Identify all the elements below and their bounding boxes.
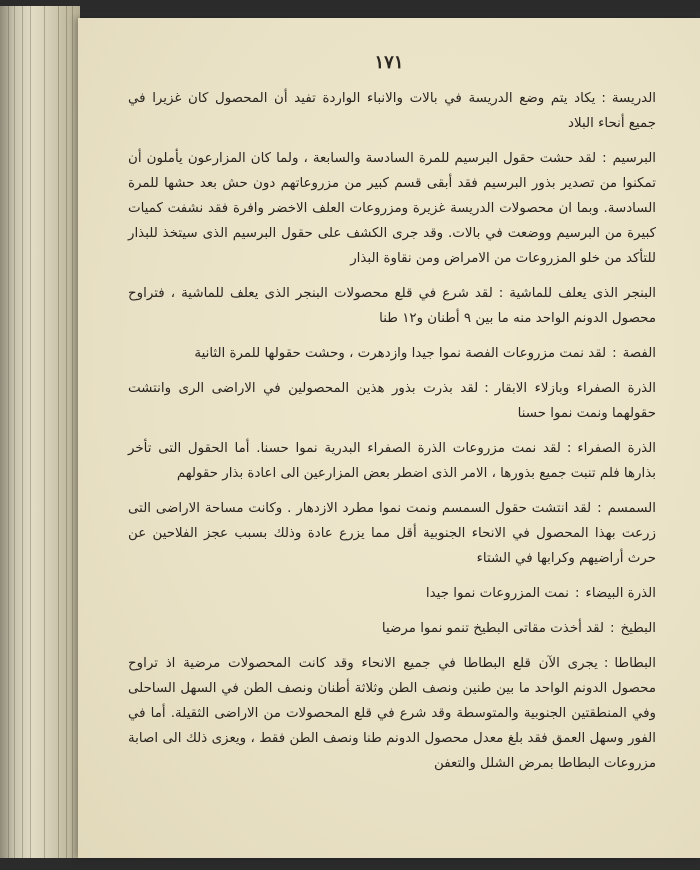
paragraph-alfalfa: الفصة:لقد نمت مزروعات الفصة نموا جيدا وازدهرت ، وحشت حقولها للمرة الثانية — [194, 346, 656, 361]
paragraph-fodder-beet: البنجر الذى يعلف للماشية:لقد شرع في قلع محصولات البنجر الذى يعلف للماشية ، فتراوح محصول الدونم الواحد منه ما بين ٩ أطنان و١٢ طنا — [128, 286, 656, 326]
entry-term: الدريسة — [611, 91, 656, 106]
entry-text: لقد حشت حقول البرسيم للمرة السادسة والسابعة ، ولما كان المزارعون يأملون أن تمكنوا من تصدير بذور البرسيم فقد أبقى قسم كبير من مزروعاتهم دون حش بعد حشها للمرة السادسة. وبما ان محصولات الدريسة غزيرة ومزروعات العلف الاخضر وافرة فقد نشفت كميات كبيرة من البرسيم ووضعت في بالات. وقد جرى الكشف على حقول البرسيم الذى سيتخذ للبذار للتأكد من خلو المزروعات من الامراض ومن نقاوة البذار — [128, 151, 656, 266]
book-page-edges — [0, 6, 80, 866]
entry-term: السمسم — [607, 501, 656, 516]
paragraph-watermelon: البطيخ:لقد أخذت مقاتى البطيخ تنمو نموا مرضيا — [381, 621, 656, 636]
entry-term: الذرة الصفراء وبازلاء الابقار — [494, 381, 656, 396]
entry-term: البرسيم — [612, 151, 656, 166]
entry-text: يكاد يتم وضع الدريسة في بالات والانباء الواردة تفيد أن المحصول كان غزيرا في جميع أنحاء البلاد — [128, 91, 656, 131]
scan-background-bottom — [0, 858, 700, 870]
entry-term: الذرة الصفراء — [577, 441, 656, 456]
entry-term: البنجر الذى يعلف للماشية — [509, 286, 656, 301]
entry-text: لقد نمت مزروعات الفصة نموا جيدا وازدهرت ، وحشت حقولها للمرة الثانية — [194, 346, 607, 361]
entry-term: الذرة البيضاء — [585, 586, 656, 601]
entry-text: لقد شرع في قلع محصولات البنجر الذى يعلف للماشية ، فتراوح محصول الدونم الواحد منه ما بين ٩ أطنان و١٢ طنا — [128, 286, 656, 326]
entry-text: يجرى الآن قلع البطاطا في جميع الانحاء وقد كانت المحصولات مرضية اذ تراوح محصول الدونم الواحد ما بين طنين ونصف الطن وثلاثة أطنان ونصف الطن في السهل الساحلى وفي المنطقتين الجنوبية والمتوسطة وقد شرع في قلع المحصولات من الاراضى الثقيلة. أما في الفور وسهل العمق فقد بلغ معدل محصول الدونم طنا ونصف الطن فقط ، ويعزى ذلك الى اصابة مزروعات البطاطا بمرض الشلل والتعفن — [128, 656, 656, 771]
entry-term: الفصة — [622, 346, 656, 361]
entry-term: البطيخ — [620, 621, 656, 636]
paragraph-hay: الدريسة:يكاد يتم وضع الدريسة في بالات والانباء الواردة تفيد أن المحصول كان غزيرا في جميع أنحاء البلاد — [128, 91, 656, 131]
paragraph-clover: البرسيم:لقد حشت حقول البرسيم للمرة السادسة والسابعة ، ولما كان المزارعون يأملون أن تمكنوا من تصدير بذور البرسيم فقد أبقى قسم كبير من مزروعاتهم دون حش بعد حشها للمرة السادسة. وبما ان محصولات الدريسة غزيرة ومزروعات العلف الاخضر وافرة فقد نشفت كميات كبيرة من البرسيم ووضعت في بالات. وقد جرى الكشف على حقول البرسيم الذى سيتخذ للبذار للتأكد من خلو المزروعات من الامراض ومن نقاوة البذار — [128, 151, 656, 266]
entry-text: لقد أخذت مقاتى البطيخ تنمو نموا مرضيا — [381, 621, 604, 636]
entry-text: لقد بذرت بذور هذين المحصولين في الاراضى الرى وانتشت حقولهما ونمت نموا حسنا — [128, 381, 656, 421]
entry-term: البطاطا — [614, 656, 656, 671]
page-number: ١٧١ — [374, 52, 404, 73]
paragraph-potatoes: البطاطا:يجرى الآن قلع البطاطا في جميع الانحاء وقد كانت المحصولات مرضية اذ تراوح محصول الدونم الواحد ما بين طنين ونصف الطن وثلاثة أطنان ونصف الطن في السهل الساحلى وفي المنطقتين الجنوبية والمتوسطة وقد شرع في قلع المحصولات من الاراضى الثقيلة. أما في الفور وسهل العمق فقد بلغ معدل محصول الدونم طنا ونصف الطن فقط ، ويعزى ذلك الى اصابة مزروعات البطاطا بمرض الشلل والتعفن — [128, 656, 656, 771]
paragraph-sorghum: الذرة البيضاء:نمت المزروعات نموا جيدا — [425, 586, 656, 601]
book-page — [78, 18, 700, 858]
entry-text: لقد نمت مزروعات الذرة الصفراء البدرية نموا حسنا. أما الحقول التى تأخر بذارها فلم تنبت جميع بذورها ، الامر الذى اضطر بعض المزارعين الى اعادة بذار حقولهم — [128, 441, 656, 481]
entry-text: نمت المزروعات نموا جيدا — [425, 586, 570, 601]
paragraph-maize-cowpeas: الذرة الصفراء وبازلاء الابقار:لقد بذرت بذور هذين المحصولين في الاراضى الرى وانتشت حقولهما ونمت نموا حسنا — [128, 381, 656, 421]
page-body — [128, 86, 656, 786]
paragraph-sesame: السمسم:لقد انتشت حقول السمسم ونمت نموا مطرد الازدهار . وكانت مساحة الاراضى التى زرعت بهذا المحصول في الانحاء الجنوبية أقل مما يزرع عادة وذلك بسبب عجز الفلاحين عن حرث أراضيهم وكرابها في الشتاء — [128, 501, 656, 566]
paragraph-maize: الذرة الصفراء:لقد نمت مزروعات الذرة الصفراء البدرية نموا حسنا. أما الحقول التى تأخر بذارها فلم تنبت جميع بذورها ، الامر الذى اضطر بعض المزارعين الى اعادة بذار حقولهم — [128, 441, 656, 481]
scan-background-top — [0, 0, 700, 12]
entry-text: لقد انتشت حقول السمسم ونمت نموا مطرد الازدهار . وكانت مساحة الاراضى التى زرعت بهذا المحصول في الانحاء الجنوبية أقل مما يزرع عادة وذلك بسبب عجز الفلاحين عن حرث أراضيهم وكرابها في الشتاء — [128, 501, 656, 566]
